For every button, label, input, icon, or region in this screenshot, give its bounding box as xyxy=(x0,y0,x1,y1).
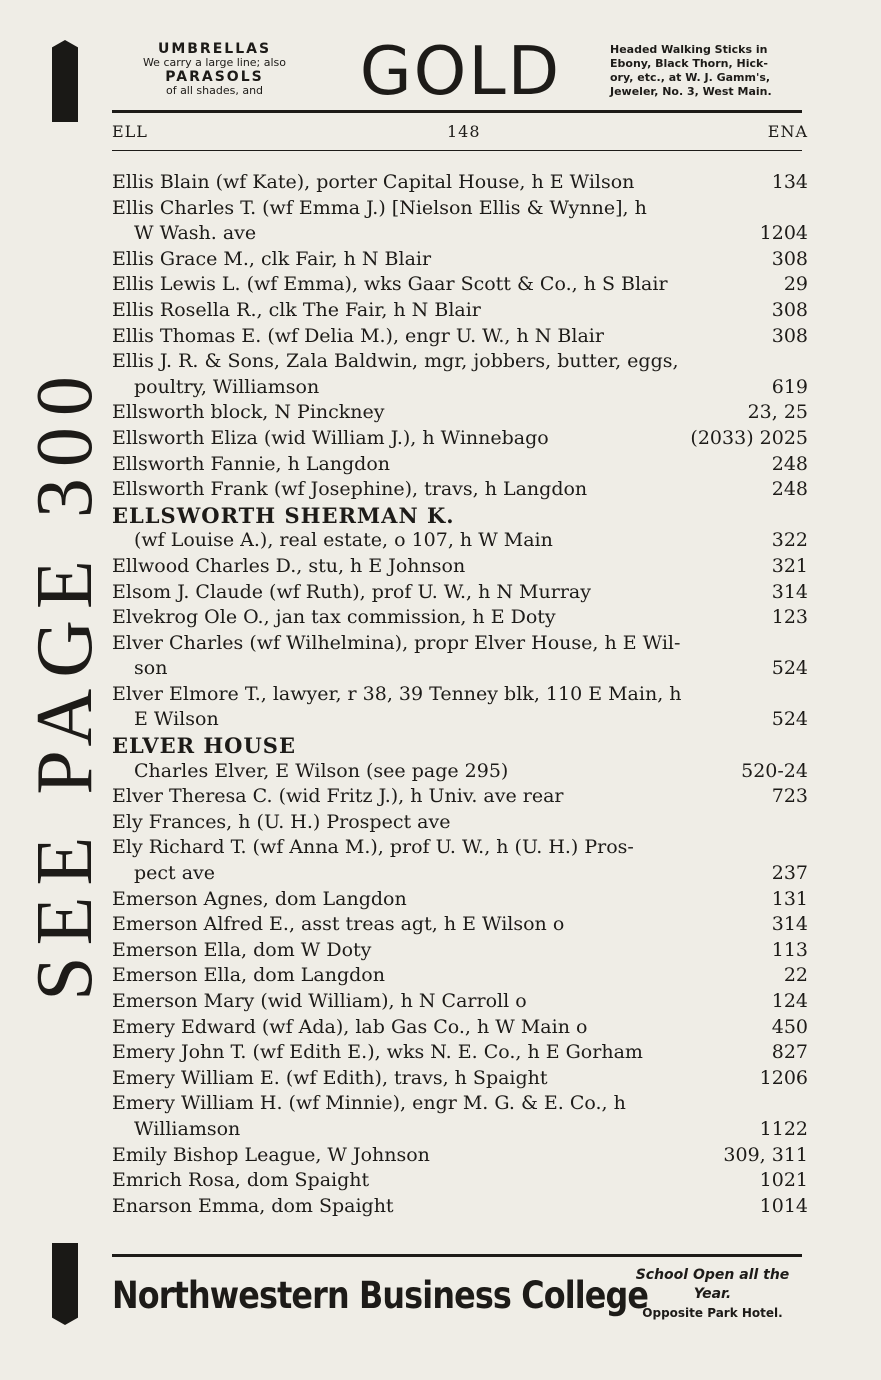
entry-name-line: Ellis Rosella R., clk The Fair, h N Blair xyxy=(112,298,481,321)
directory-entry xyxy=(112,1066,808,1092)
directory-entry xyxy=(112,1168,808,1194)
entry-name-line: Ellis Grace M., clk Fair, h N Blair xyxy=(112,247,432,270)
directory-entry xyxy=(112,1143,808,1169)
entry-address-number: 1204 xyxy=(759,222,808,245)
walking-sticks-ad-text: Headed Walking Sticks in Ebony, Black Thorn, Hick- ory, etc., at W. J. Gamm's, Jeweler, No. 3, West Main. xyxy=(610,43,772,98)
entry-name-line: Elver Elmore T., lawyer, r 38, 39 Tenney blk, 110 E Main, h xyxy=(112,682,682,705)
entry-name-line: Ellsworth block, N Pinckney xyxy=(112,401,385,424)
entry-name-line: Elver Theresa C. (wid Fritz J.), h Univ. ave rear xyxy=(112,785,564,808)
entry-address-number: 1206 xyxy=(759,1066,808,1089)
entry-name-line: Ellis Blain (wf Kate), porter Capital House, h E Wilson xyxy=(112,171,635,193)
entry-name-line: Emerson Ella, dom W Doty xyxy=(112,938,372,961)
entry-name-line: ELLSWORTH SHERMAN K. xyxy=(112,502,455,528)
directory-entry xyxy=(112,963,808,989)
entry-address-number: (2033) 2025 xyxy=(690,426,808,449)
running-head-right: ENA xyxy=(767,122,808,141)
entry-address-number: 23, 25 xyxy=(747,401,808,424)
entry-address-number: 723 xyxy=(771,785,808,808)
banner-arrow-top xyxy=(52,40,78,122)
entry-address-number: 124 xyxy=(771,990,808,1012)
entry-name-line: Ellsworth Eliza (wid William J.), h Winnebago xyxy=(112,426,549,449)
directory-entry xyxy=(112,452,808,478)
entry-address-number: 131 xyxy=(771,887,808,910)
entry-name-line: Emerson Mary (wid William), h N Carroll o xyxy=(112,990,527,1012)
entry-address-number: 321 xyxy=(771,554,808,577)
entry-address-number: 123 xyxy=(771,606,808,629)
directory-heading-entry xyxy=(112,503,808,554)
entry-address-number: 237 xyxy=(771,862,808,885)
directory-entry xyxy=(112,887,808,913)
entry-name-line: Emily Bishop League, W Johnson xyxy=(112,1143,430,1166)
entry-name-line: Ely Richard T. (wf Anna M.), prof U. W., h (U. H.) Pros- xyxy=(112,836,634,859)
directory-entry xyxy=(112,477,808,503)
entry-address-number: 520-24 xyxy=(741,759,808,782)
entry-address-number: 1122 xyxy=(759,1117,808,1140)
directory-entry xyxy=(112,938,808,964)
page-number: 148 xyxy=(447,122,481,141)
entry-continuation-line: W Wash. ave xyxy=(134,222,257,245)
running-head-left: ELL xyxy=(112,122,148,141)
entry-address-number: 450 xyxy=(771,1015,808,1038)
entry-address-number: 524 xyxy=(771,657,808,680)
directory-entry xyxy=(112,810,808,836)
entry-name-line: Enarson Emma, dom Spaight xyxy=(112,1194,394,1217)
directory-entry xyxy=(112,989,808,1015)
entry-name-line: Ellis Lewis L. (wf Emma), wks Gaar Scott & Co., h S Blair xyxy=(112,273,668,296)
entry-name-line: Ellis Charles T. (wf Emma J.) [Nielson Ellis & Wynne], h xyxy=(112,196,647,219)
entry-address-number: 248 xyxy=(771,478,808,501)
directory-entry xyxy=(112,247,808,273)
directory-entry xyxy=(112,170,808,196)
entry-name-line: Emery Edward (wf Ada), lab Gas Co., h W Main o xyxy=(112,1015,588,1038)
umbrellas-ad-text: UMBRELLAS We carry a large line; also PARASOLS of all shades, and xyxy=(142,41,287,97)
entry-address-number: 1021 xyxy=(759,1169,808,1192)
college-name: Northwestern Business College xyxy=(112,1274,649,1317)
entry-address-number: 827 xyxy=(771,1041,808,1064)
header-divider xyxy=(112,150,802,151)
entry-name-line: Elsom J. Claude (wf Ruth), prof U. W., h N Murray xyxy=(112,580,591,603)
entry-address-number: 113 xyxy=(771,938,808,961)
entry-address-number: 314 xyxy=(771,913,808,936)
entry-continuation-line: Williamson xyxy=(134,1117,241,1140)
directory-entry xyxy=(112,784,808,810)
gold-headline: GOLD xyxy=(359,32,562,110)
running-head xyxy=(112,122,808,144)
bottom-ad-divider xyxy=(112,1254,802,1257)
directory-entry xyxy=(112,426,808,452)
entry-name-line: Elver Charles (wf Wilhelmina), propr Elver House, h E Wil- xyxy=(112,631,681,654)
entry-name-line: Ellis J. R. & Sons, Zala Baldwin, mgr, jobbers, butter, eggs, xyxy=(112,350,679,373)
entry-address-number: 1014 xyxy=(759,1194,808,1217)
directory-entry xyxy=(112,1091,808,1142)
entry-continuation-line: E Wilson xyxy=(134,708,219,731)
entry-name-line: ELVER HOUSE xyxy=(112,733,296,759)
entry-continuation-line: (wf Louise A.), real estate, o 107, h W Main xyxy=(134,529,553,552)
directory-entry xyxy=(112,605,808,631)
entry-address-number: 308 xyxy=(771,298,808,321)
banner-text: SEE PAGE 300 xyxy=(21,364,110,1001)
entry-continuation-line: poultry, Williamson xyxy=(134,375,320,398)
entry-name-line: Emerson Agnes, dom Langdon xyxy=(112,887,407,910)
entry-address-number: 314 xyxy=(771,580,808,603)
entry-address-number: 309, 311 xyxy=(723,1143,808,1166)
directory-heading-entry xyxy=(112,733,808,784)
entry-continuation-line: Charles Elver, E Wilson (see page 295) xyxy=(134,759,509,782)
entry-name-line: Emery William H. (wf Minnie), engr M. G. & E. Co., h xyxy=(112,1092,626,1115)
entry-continuation-line: pect ave xyxy=(134,862,216,885)
entry-address-number: 134 xyxy=(771,171,808,193)
entry-name-line: Emery John T. (wf Edith E.), wks N. E. Co., h E Gorham xyxy=(112,1041,643,1064)
entry-name-line: Ellwood Charles D., stu, h E Johnson xyxy=(112,554,466,577)
entry-address-number: 29 xyxy=(783,273,808,296)
directory-entry xyxy=(112,682,808,733)
entry-address-number: 619 xyxy=(771,375,808,398)
entry-name-line: Ely Frances, h (U. H.) Prospect ave xyxy=(112,810,451,833)
directory-entry xyxy=(112,912,808,938)
directory-entry xyxy=(112,580,808,606)
entry-name-line: Ellis Thomas E. (wf Delia M.), engr U. W., h N Blair xyxy=(112,324,604,347)
entry-name-line: Emerson Ella, dom Langdon xyxy=(112,964,385,987)
directory-entry xyxy=(112,349,808,400)
side-banner xyxy=(21,40,110,1325)
entry-name-line: Ellsworth Fannie, h Langdon xyxy=(112,452,391,475)
entry-name-line: Emery William E. (wf Edith), travs, h Spaight xyxy=(112,1066,548,1089)
entry-address-number: 248 xyxy=(771,452,808,475)
college-tagline: School Open all the Year. xyxy=(635,1267,790,1302)
entry-name-line: Emrich Rosa, dom Spaight xyxy=(112,1169,370,1192)
directory-entry xyxy=(112,298,808,324)
entry-address-number: 22 xyxy=(783,964,808,987)
entry-name-line: Ellsworth Frank (wf Josephine), travs, h Langdon xyxy=(112,478,588,501)
entry-address-number: 524 xyxy=(771,708,808,731)
top-ad-divider xyxy=(112,110,802,113)
entry-continuation-line: son xyxy=(134,657,168,680)
directory-entry xyxy=(112,324,808,350)
banner-arrow-bottom xyxy=(52,1243,78,1325)
college-location: Opposite Park Hotel. xyxy=(642,1306,783,1320)
entry-address-number: 322 xyxy=(771,529,808,552)
directory-entry xyxy=(112,554,808,580)
gold-advertisement xyxy=(112,32,808,110)
entry-name-line: Elvekrog Ole O., jan tax commission, h E Doty xyxy=(112,606,556,629)
directory-entry xyxy=(112,400,808,426)
directory-entry xyxy=(112,631,808,682)
entry-name-line: Emerson Alfred E., asst treas agt, h E Wilson o xyxy=(112,913,565,936)
directory-listing xyxy=(112,170,808,1219)
directory-entry xyxy=(112,1194,808,1220)
directory-entry xyxy=(112,196,808,247)
directory-entry xyxy=(112,1015,808,1041)
entry-address-number: 308 xyxy=(771,324,808,347)
directory-entry xyxy=(112,272,808,298)
directory-entry xyxy=(112,1040,808,1066)
college-advertisement xyxy=(112,1262,808,1332)
entry-address-number: 308 xyxy=(771,247,808,270)
directory-entry xyxy=(112,835,808,886)
